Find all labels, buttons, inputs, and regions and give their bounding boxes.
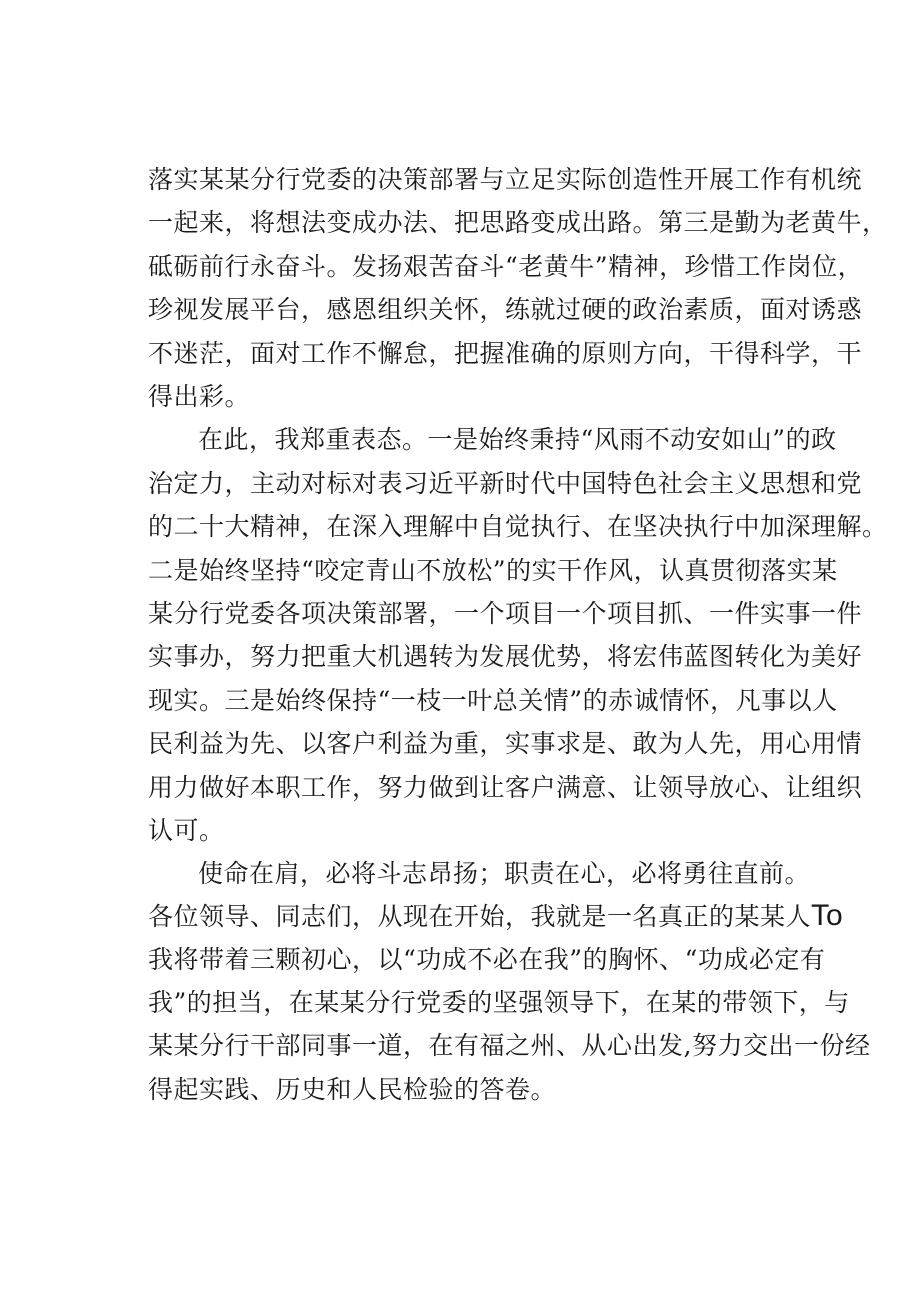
text-line: 某分行党委各项决策部署，一个项目一个项目抓、一件实事一件 (148, 599, 863, 628)
text-line: 的二十大精神，在深入理解中自觉执行、在坚决执行中加深理解。 (148, 512, 888, 541)
text-line: 我将带着三颗初心，以“功成不必在我”的胸怀、“功成必定有 (148, 945, 826, 974)
text-line: 某某分行干部同事一道，在有福之州、从心出发,努力交出一份经 (148, 1031, 871, 1060)
text-segment: 各位领导、同志们，从现在开始，我就是一名真正的某某人 (148, 902, 812, 931)
text-line: 不迷茫，面对工作不懈怠，把握准确的原则方向，干得科学，干 (148, 339, 863, 368)
text-line: 现实。三是始终保持“一枝一叶总关情”的赤诚情怀，凡事以人 (148, 686, 838, 715)
text-line: 在此，我郑重表态。一是始终秉持“风雨不动安如山”的政 (198, 425, 837, 454)
text-line: 二是始终坚持“咬定青山不放松”的实干作风，认真贯彻落实某 (148, 556, 838, 585)
text-line: 民利益为先、以客户利益为重，实事求是、敢为人先，用心用情 (148, 729, 863, 758)
text-line: 落实某某分行党委的决策部署与立足实际创造性开展工作有机统 (148, 165, 863, 194)
text-line: 治定力，主动对标对表习近平新时代中国特色社会主义思想和党 (148, 469, 863, 498)
text-line: 珍视发展平台，感恩组织关怀，练就过硬的政治素质，面对诱惑 (148, 295, 863, 324)
text-line: 得起实践、历史和人民检验的答卷。 (148, 1075, 557, 1104)
text-line: 一起来，将想法变成办法、把思路变成出路。第三是勤为老黄牛， (148, 208, 888, 237)
text-line: 得出彩。 (148, 382, 251, 411)
text-line: 使命在肩，必将斗志昂扬；职责在心，必将勇往直前。 (198, 859, 811, 888)
text-line: 实事办，努力把重大机遇转为发展优势，将宏伟蓝图转化为美好 (148, 642, 863, 671)
text-line: 认可。 (148, 816, 225, 845)
text-line: 我”的担当，在某某分行党委的坚强领导下，在某的带领下，与 (148, 988, 850, 1017)
text-line: 砥砺前行永奋斗。发扬艰苦奋斗“老黄牛”精神，珍惜工作岗位， (148, 252, 864, 281)
text-segment-latin: To (811, 899, 843, 932)
text-line: 用力做好本职工作，努力做到让客户满意、让领导放心、让组织 (148, 773, 863, 802)
text-line (148, 901, 843, 932)
